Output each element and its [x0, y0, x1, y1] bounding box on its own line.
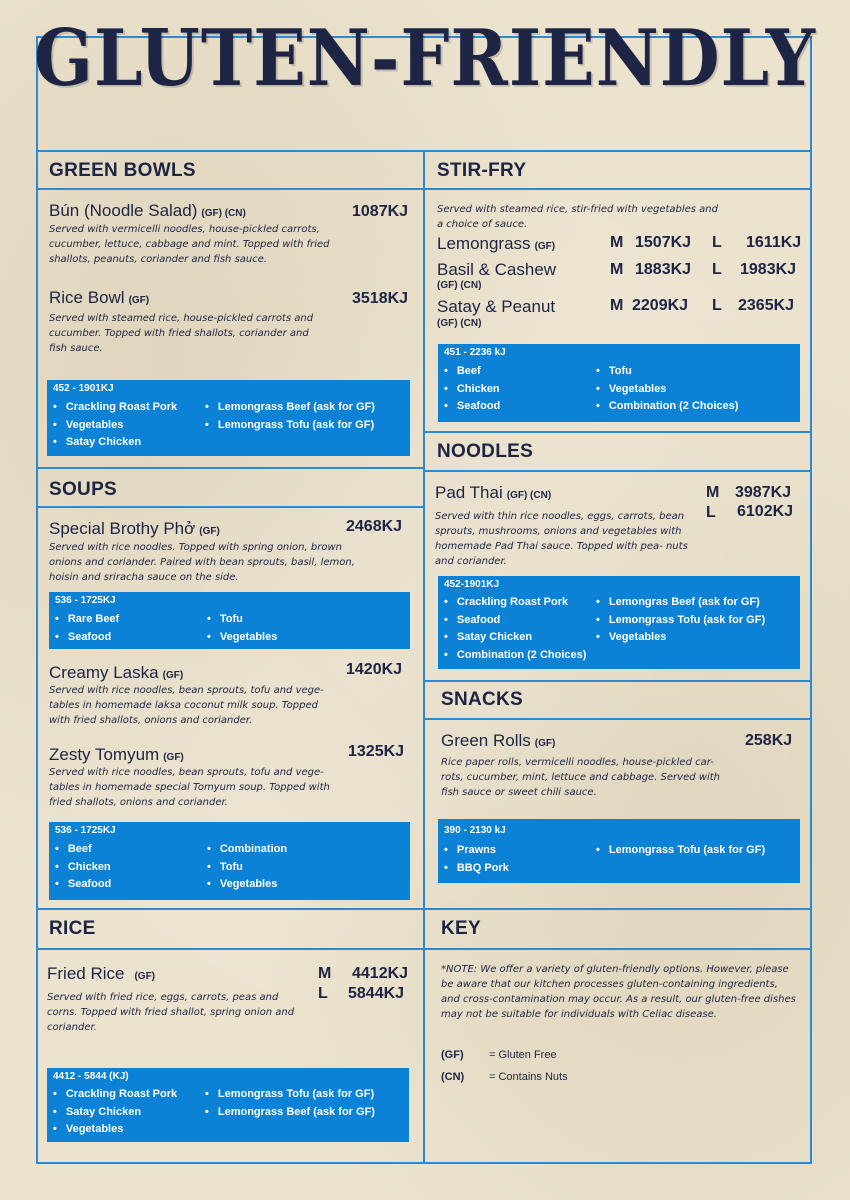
item-price: 1325KJ: [348, 743, 405, 760]
item-tags: (GF): [162, 670, 184, 681]
divider: [423, 718, 812, 720]
list-item: • Seafood: [55, 629, 119, 647]
section-title-key: KEY: [441, 918, 481, 939]
item-price: 1420KJ: [346, 661, 403, 678]
key-meaning: = Contains Nuts: [489, 1071, 568, 1083]
item-name: Basil & Cashew: [437, 260, 557, 279]
size-label: L: [712, 297, 722, 314]
list-item: • Lemongrass Tofu (ask for GF): [596, 612, 765, 630]
divider: [36, 467, 425, 469]
options-list: [444, 842, 509, 877]
list-item: • Seafood: [55, 876, 111, 894]
page-title: GLUTEN-FRIENDLY: [34, 13, 816, 104]
divider: [423, 431, 812, 433]
divider: [36, 948, 812, 950]
list-item: • Lemongrass Beef (ask for GF): [205, 399, 375, 417]
list-item: • Lemongrass Tofu (ask for GF): [596, 842, 765, 860]
list-item: • Chicken: [55, 859, 111, 877]
item-tags: (GF) (CN): [201, 208, 246, 219]
divider: [36, 908, 812, 910]
list-item: • Combination (2 Choices): [444, 647, 586, 665]
item-tags: (GF): [534, 738, 556, 749]
item-tags: (GF): [134, 971, 156, 982]
section-title-noodles: NOODLES: [437, 441, 534, 462]
key-code: (CN): [441, 1071, 465, 1083]
list-item: • Chicken: [444, 381, 500, 399]
list-item: • Satay Chicken: [53, 1104, 177, 1122]
options-list: [53, 1086, 177, 1139]
allergen-note: *NOTE: We offer a variety of gluten-friendly options. However, please be aware that our kitchen processes gluten-containing ingredients, and cross-contamination may occur. As a result, our gluten-free dishes may not be suitable for individuals with Celiac disease.: [441, 964, 796, 1020]
item-name-text: Zesty Tomyum: [49, 745, 160, 764]
size-label: M: [610, 261, 624, 278]
list-item: • Crackling Roast Pork: [444, 594, 586, 612]
size-label: L: [318, 985, 328, 1002]
item-name: Satay & Peanut: [437, 297, 556, 316]
list-item: • Beef: [444, 363, 500, 381]
list-item: • Crackling Roast Pork: [53, 399, 177, 417]
list-item: • Tofu: [596, 363, 738, 381]
item-name-text: Rice Bowl: [49, 288, 125, 307]
list-item: • Lemongrass Tofu (ask for GF): [205, 417, 375, 435]
list-item: • Rare Beef: [55, 611, 119, 629]
list-item: • Tofu: [207, 859, 287, 877]
item-price-m: 1507KJ: [635, 234, 692, 251]
item-price: 258KJ: [745, 732, 793, 749]
item-price: 5844KJ: [348, 985, 405, 1002]
options-list: [444, 363, 500, 416]
box-title: 536 - 1725KJ: [55, 825, 116, 836]
protein-options-box: [47, 1068, 409, 1142]
divider: [423, 680, 812, 682]
section-intro: Served with steamed rice, stir-fried with vegetables and a choice of sauce.: [437, 204, 718, 230]
item-name-text: Creamy Laska: [49, 663, 159, 682]
size-label: M: [610, 297, 624, 314]
list-item: • Lemongrass Beef (ask for GF): [205, 1104, 375, 1122]
list-item: • Combination (2 Choices): [596, 398, 738, 416]
key-meaning: = Gluten Free: [489, 1049, 557, 1061]
item-name: [435, 483, 551, 503]
item-name: [49, 519, 220, 539]
item-price: 1087KJ: [352, 203, 409, 220]
box-title: 536 - 1725KJ: [55, 595, 116, 606]
options-list: [596, 842, 765, 860]
protein-options-box: [49, 592, 410, 649]
list-item: • Tofu: [207, 611, 277, 629]
list-item: • Beef: [55, 841, 111, 859]
item-name-text: Lemongrass: [437, 234, 531, 253]
size-label: M: [610, 234, 624, 251]
size-label: L: [712, 234, 722, 251]
divider: [423, 150, 425, 1164]
list-item: • Combination: [207, 841, 287, 859]
item-tags: (GF) (CN): [506, 490, 552, 501]
item-price-l: 1611KJ: [746, 234, 802, 251]
list-item: • Prawns: [444, 842, 509, 860]
section-title-stir-fry: STIR-FRY: [437, 160, 527, 181]
item-description: Served with rice noodles. Topped with spring onion, brown onions and coriander. Paired with bean sprouts, basil, lemon, hoisin and sriracha sauce on the side.: [49, 542, 355, 583]
section-title-snacks: SNACKS: [441, 689, 524, 710]
item-tags: (GF): [199, 526, 220, 537]
box-title: 452-1901KJ: [444, 579, 500, 590]
protein-options-box: [49, 822, 410, 900]
section-title-rice: RICE: [49, 918, 96, 939]
item-price-l: 2365KJ: [738, 297, 795, 314]
list-item: • Satay Chicken: [444, 629, 586, 647]
options-list: [596, 363, 738, 416]
list-item: • Crackling Roast Pork: [53, 1086, 177, 1104]
item-name: [49, 201, 246, 221]
size-label: L: [712, 261, 722, 278]
divider: [423, 470, 812, 472]
item-description: Served with fried rice, eggs, carrots, peas and corns. Topped with fried shallot, spring onion and coriander.: [47, 992, 295, 1033]
options-list: [444, 594, 586, 664]
item-price-l: 1983KJ: [740, 261, 797, 278]
item-name-text: Pad Thai: [435, 483, 503, 502]
options-list: [205, 1086, 375, 1121]
item-price: 2468KJ: [346, 518, 403, 535]
list-item: • Vegetables: [207, 629, 277, 647]
item-name: [441, 731, 555, 751]
item-name: [49, 288, 149, 308]
list-item: • BBQ Pork: [444, 860, 509, 878]
item-name: [49, 663, 183, 683]
list-item: • Vegetables: [596, 629, 765, 647]
list-item: • Satay Chicken: [53, 434, 177, 452]
size-label: M: [318, 965, 332, 982]
key-row-gf: [441, 1049, 557, 1061]
protein-options-box: [438, 819, 800, 883]
item-name-text: Special Brothy Phở: [49, 519, 196, 538]
item-tags: (GF): [128, 295, 150, 306]
options-list: [55, 611, 119, 646]
item-tags: (GF): [163, 752, 184, 763]
list-item: • Vegetables: [53, 1121, 177, 1139]
divider: [36, 506, 425, 508]
item-description: Served with thin rice noodles, eggs, carrots, bean sprouts, mushrooms, onions and vegetables with homemade Pad Thai sauce. Topped with pea- nuts and coriander.: [435, 511, 688, 567]
options-list: [205, 399, 375, 434]
protein-options-box: [438, 576, 800, 669]
item-name-text: Green Rolls: [441, 731, 531, 750]
box-title: 4412 - 5844 (KJ): [53, 1071, 129, 1082]
item-description: Rice paper rolls, vermicelli noodles, house-pickled car- rots, cucumber, mint, lettuce and cabbage. Served with fish sauce or sweet chili sauce.: [441, 757, 720, 798]
list-item: • Vegetables: [53, 417, 177, 435]
item-description: Served with rice noodles, bean sprouts, tofu and vege- tables in homemade special Tomyum soup. Topped with fried shallots, onions and coriander.: [49, 767, 330, 808]
item-price-m: 2209KJ: [632, 297, 689, 314]
list-item: • Seafood: [444, 398, 500, 416]
item-name: [47, 964, 155, 984]
section-title-green-bowls: GREEN BOWLS: [49, 160, 196, 181]
options-list: [53, 399, 177, 452]
item-description: Served with vermicelli noodles, house-pickled carrots, cucumber, lettuce, cabbage and mint. Topped with fried shallots, peanuts, coriander and fish sauce.: [49, 224, 330, 265]
box-title: 452 - 1901KJ: [53, 383, 114, 394]
list-item: • Seafood: [444, 612, 586, 630]
item-price-m: 1883KJ: [635, 261, 692, 278]
options-list: [207, 611, 277, 646]
size-label: M: [706, 484, 720, 501]
item-tags: (GF) (CN): [437, 280, 482, 291]
item-price: 3987KJ: [735, 484, 792, 501]
protein-options-box: [438, 344, 800, 422]
item-name: [437, 234, 555, 254]
list-item: • Vegetables: [596, 381, 738, 399]
options-list: [55, 841, 111, 894]
item-tags: (GF) (CN): [437, 318, 482, 329]
options-list: [207, 841, 287, 894]
box-title: 451 - 2236 kJ: [444, 347, 506, 358]
item-price: 6102KJ: [737, 503, 794, 520]
box-title: 390 - 2130 kJ: [444, 825, 506, 836]
size-label: L: [706, 504, 716, 521]
list-item: • Vegetables: [207, 876, 287, 894]
item-description: Served with steamed rice, house-pickled carrots and cucumber. Topped with fried shallots, coriander and fish sauce.: [49, 313, 314, 354]
key-row-cn: [441, 1071, 568, 1083]
item-tags: (GF): [534, 241, 556, 252]
item-price: 3518KJ: [352, 290, 409, 307]
list-item: • Lemongras Beef (ask for GF): [596, 594, 765, 612]
protein-options-box: [47, 380, 410, 456]
item-name-text: Fried Rice: [47, 964, 125, 983]
item-price: 4412KJ: [352, 965, 409, 982]
section-title-soups: SOUPS: [49, 479, 118, 500]
item-description: Served with rice noodles, bean sprouts, tofu and vege- tables in homemade laksa coconut milk soup. Topped with fried shallots, onions and coriander.: [49, 685, 324, 726]
item-name-text: Bún (Noodle Salad): [49, 201, 198, 220]
item-name: [49, 745, 184, 765]
list-item: • Lemongrass Tofu (ask for GF): [205, 1086, 375, 1104]
key-code: (GF): [441, 1049, 464, 1061]
options-list: [596, 594, 765, 647]
